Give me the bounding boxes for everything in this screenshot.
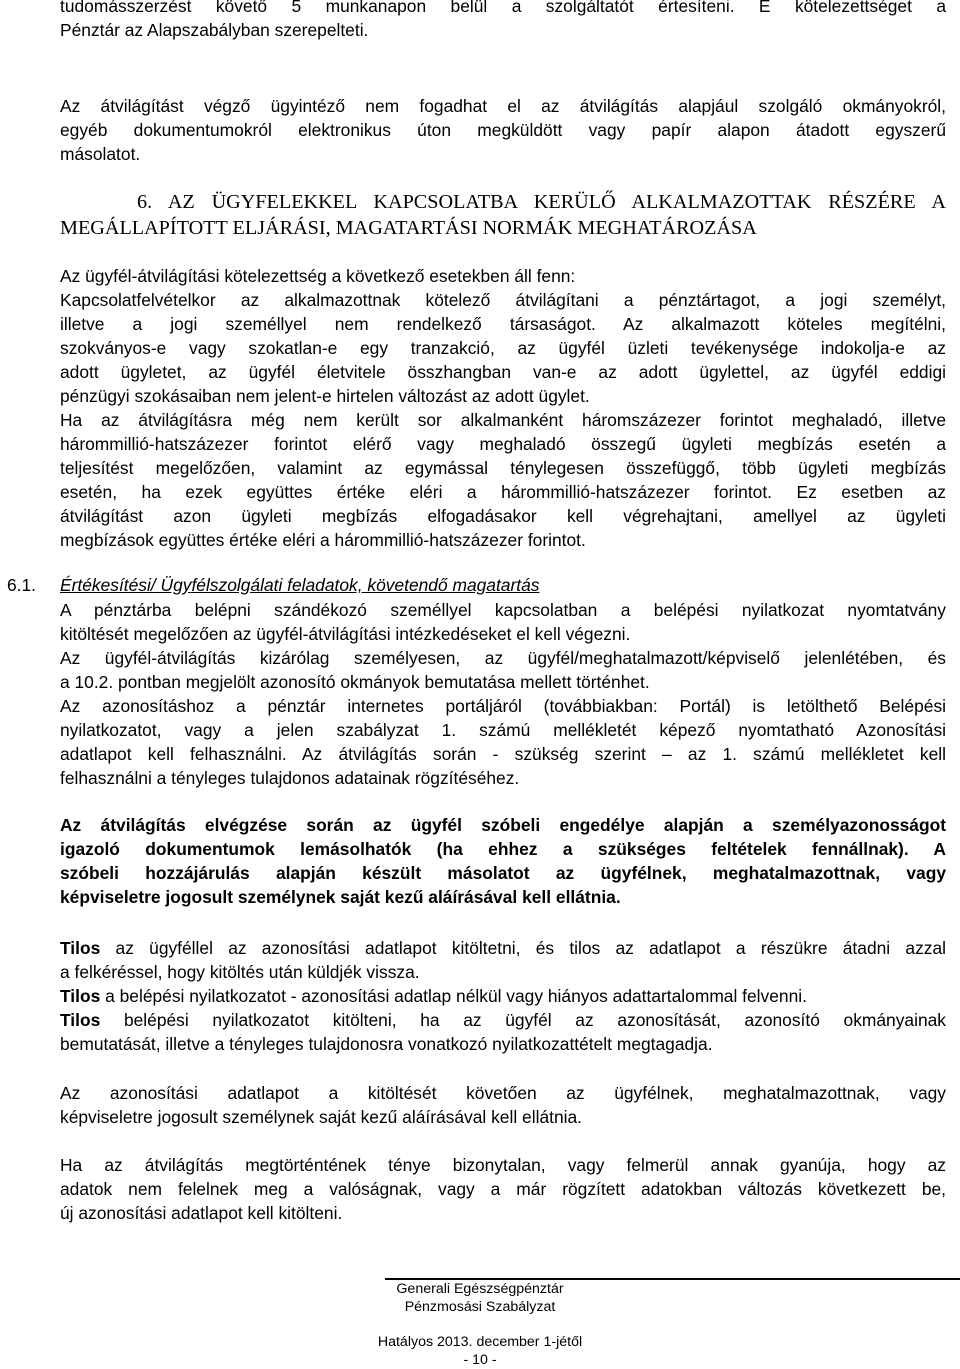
footer-organization: Generali Egészségpénztár bbox=[396, 1281, 564, 1297]
page-number: - 10 - bbox=[463, 1352, 497, 1368]
paragraph-copies bbox=[60, 94, 946, 166]
heading-line: MEGÁLLAPÍTOTT ELJÁRÁSI, MAGATARTÁSI NORMÁK MEGHATÁROZÁSA bbox=[60, 217, 757, 239]
prohibition-keyword: Tilos bbox=[60, 938, 101, 958]
text-line: A pénztárba belépni szándékozó személlyel kapcsolatban a belépési nyilatkozat nyomtatvány bbox=[60, 600, 946, 620]
text-line: adott ügyletet, az ügyfél életvitele összhangban van-e az adott ügylettel, az ügyfél eddigi bbox=[60, 362, 946, 382]
text-line: másolatot. bbox=[60, 144, 141, 164]
text-line: adatlapot kell felhasználni. Az átvilágítás során - szükség szerint – az 1. számú mellékletet kell bbox=[60, 744, 946, 764]
text-line: megbízások együttes értéke eléri a hárommillió-hatszázezer forintot. bbox=[60, 530, 586, 550]
text-line: Ha az átvilágítás megtörténtének ténye bizonytalan, vagy felmerül annak gyanúja, hogy az bbox=[60, 1155, 946, 1175]
text-line: adatok nem felelnek meg a valóságnak, vagy a már rögzített adatokban változás következett be, bbox=[60, 1179, 946, 1199]
paragraph-signature bbox=[60, 1081, 946, 1129]
heading-line: 6. AZ ÜGYFELEKKEL KAPCSOLATBA KERÜLŐ ALKALMAZOTTAK RÉSZÉRE A bbox=[137, 191, 946, 213]
prohibition-text: belépési nyilatkozatot kitölteni, ha az ügyfél az azonosítását, azonosító okmányainak bbox=[100, 1010, 946, 1030]
footer-effective-date: Hatályos 2013. december 1-jétől bbox=[377, 1334, 583, 1350]
paragraph-obligation bbox=[60, 264, 946, 552]
text-line: Az ügyfél-átvilágítás kizárólag személyesen, az ügyfél/meghatalmazott/képviselő jelenlétében, és bbox=[60, 648, 946, 668]
text-line: hárommillió-hatszázezer forintot elérő vagy meghaladó összegű ügyleti megbízás esetén a bbox=[60, 434, 946, 454]
text-line: Az átvilágítás elvégzése során az ügyfél szóbeli engedélye alapján a személyazonosságot bbox=[60, 815, 946, 835]
text-line: átvilágítást azon ügyleti megbízás elfogadásakor kell végrehajtani, amellyel az ügyleti bbox=[60, 506, 946, 526]
text-line: igazoló dokumentumok lemásolhatók (ha ehhez a szükséges feltételek fennállnak). A bbox=[60, 839, 946, 859]
text-line: a 10.2. pontban megjelölt azonosító okmányok bemutatása mellett történhet. bbox=[60, 672, 650, 692]
prohibition-keyword: Tilos bbox=[60, 986, 101, 1006]
paragraph-doubt bbox=[60, 1153, 946, 1225]
text-line: Az átvilágítást végző ügyintéző nem fogadhat el az átvilágítás alapjául szolgáló okmányokról, bbox=[60, 96, 946, 116]
footer-document-title: Pénzmosási Szabályzat bbox=[404, 1299, 556, 1315]
text-line: Pénztár az Alapszabályban szerepelteti. bbox=[60, 20, 369, 40]
text-line: szóbeli hozzájárulás alapján készült másolatot az ügyfélnek, meghatalmazottnak, vagy bbox=[60, 863, 946, 883]
chapter-heading bbox=[60, 189, 946, 241]
section-title: Értékesítési/ Ügyfélszolgálati feladatok, követendő magatartás bbox=[60, 575, 540, 595]
text-line: pénzügyi szokásaiban nem jelent-e hirtelen változást az adott ügylet. bbox=[60, 386, 590, 406]
text-line: Az ügyfél-átvilágítási kötelezettség a következő esetekben áll fenn: bbox=[60, 266, 576, 286]
text-line bbox=[60, 984, 946, 1008]
text-line: képviseletre jogosult személynek saját kezű aláírásával kell ellátnia. bbox=[60, 1107, 582, 1127]
text-line: Az azonosítási adatlapot a kitöltését követően az ügyfélnek, meghatalmazottnak, vagy bbox=[60, 1083, 946, 1103]
prohibition-keyword: Tilos bbox=[60, 1010, 101, 1030]
section-body bbox=[60, 598, 946, 790]
text-line: Az azonosításhoz a pénztár internetes portáljáról (továbbiakban: Portál) is letölthető Belépési bbox=[60, 696, 946, 716]
prohibitions bbox=[60, 936, 946, 1056]
paragraph-continuation bbox=[60, 0, 946, 42]
text-line: egyéb dokumentumokról elektronikus úton megküldött vagy papír alapon átadott egyszerű bbox=[60, 120, 946, 140]
text-line: Kapcsolatfelvételkor az alkalmazottnak kötelező átvilágítani a pénztártagot, a jogi személyt, bbox=[60, 290, 946, 310]
text-line: nyilatkozatot, vagy a jelen szabályzat 1. számú mellékletét képező nyomtatható Azonosítási bbox=[60, 720, 946, 740]
text-line: illetve a jogi személlyel nem rendelkező társaságot. Az alkalmazott köteles megítélni, bbox=[60, 314, 946, 334]
text-line: a felkéréssel, hogy kitöltés után küldjék vissza. bbox=[60, 962, 420, 982]
text-line bbox=[60, 1008, 946, 1032]
text-line: bemutatását, illetve a tényleges tulajdonosra vonatkozó nyilatkozattételt megtagadja. bbox=[60, 1034, 713, 1054]
text-line: esetén, ha ezek együttes értéke eléri a hárommillió-hatszázezer forintot. Ez esetben az bbox=[60, 482, 946, 502]
text-line: teljesítést megelőzően, valamint az egymással ténylegesen összefüggő, több ügyleti megbízás bbox=[60, 458, 946, 478]
text-line bbox=[60, 936, 946, 960]
text-line: felhasználni a tényleges tulajdonos adatainak rögzítéséhez. bbox=[60, 768, 520, 788]
text-line: tudomásszerzést követő 5 munkanapon belül a szolgáltatót értesíteni. E kötelezettséget a bbox=[60, 0, 946, 16]
text-line: Ha az átvilágításra még nem került sor alkalmanként háromszázezer forintot meghaladó, illetve bbox=[60, 410, 946, 430]
text-line: kitöltését megelőzően az ügyfél-átvilágítási intézkedéseket el kell végezni. bbox=[60, 624, 631, 644]
bold-paragraph bbox=[60, 813, 946, 909]
text-line: képviseletre jogosult személynek saját kezű aláírásával kell ellátnia. bbox=[60, 887, 621, 907]
section-number: 6.1. bbox=[7, 575, 37, 595]
prohibition-text: az ügyféllel az azonosítási adatlapot kitöltetni, és tilos az adatlapot a részükre átadni azzal bbox=[100, 938, 946, 958]
text-line: szokványos-e vagy szokatlan-e egy tranzakció, az ügyfél üzleti tevékenysége indokolja-e az bbox=[60, 338, 946, 358]
prohibition-text: a belépési nyilatkozatot - azonosítási adatlap nélkül vagy hiányos adattartalommal felvenni. bbox=[100, 986, 807, 1006]
text-line: új azonosítási adatlapot kell kitölteni. bbox=[60, 1203, 343, 1223]
